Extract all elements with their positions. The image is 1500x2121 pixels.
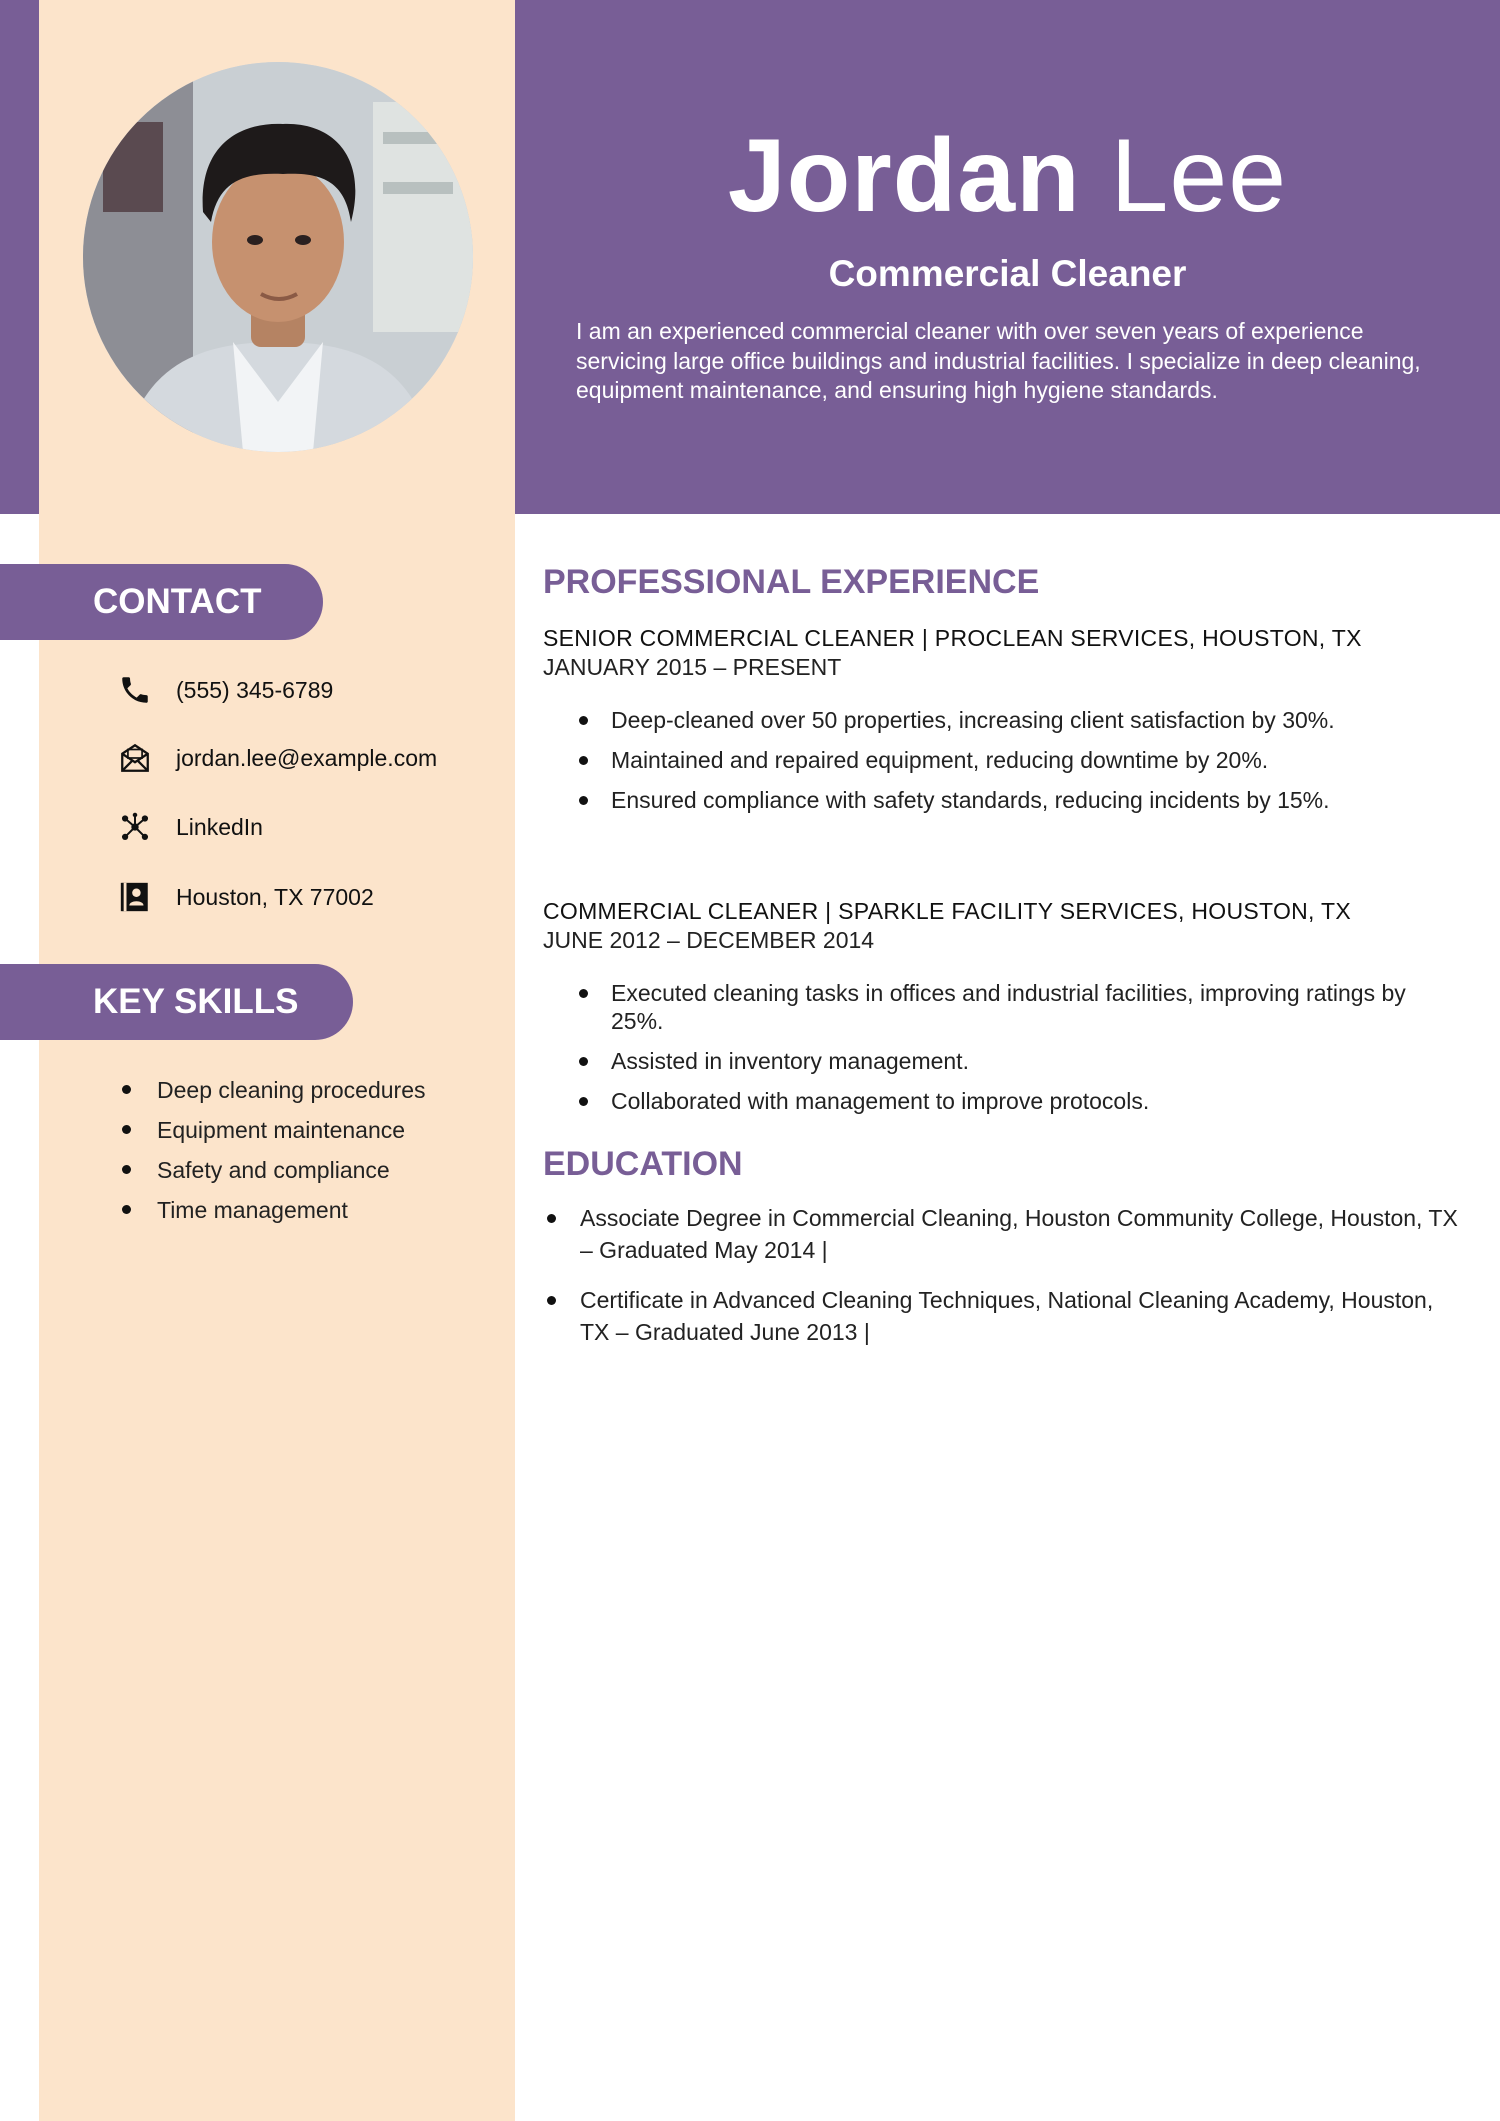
person-portrait-icon <box>83 62 473 452</box>
list-item: Deep cleaning procedures <box>120 1070 426 1110</box>
candidate-name <box>515 116 1500 236</box>
network-icon <box>116 808 154 846</box>
job-title: COMMERCIAL CLEANER | SPARKLE FACILITY SERVICES, HOUSTON, TX <box>543 898 1352 924</box>
contact-linkedin-text: LinkedIn <box>176 813 263 840</box>
list-item: Deep-cleaned over 50 properties, increasing client satisfaction by 30%. <box>578 706 1448 734</box>
list-item: Time management <box>120 1190 426 1230</box>
contact-address-text: Houston, TX 77002 <box>176 883 374 910</box>
list-item: Safety and compliance <box>120 1150 426 1190</box>
first-name: Jordan <box>727 118 1081 234</box>
left-accent-strip <box>0 0 39 514</box>
job-role: Commercial Cleaner <box>828 253 1187 294</box>
list-item: Certificate in Advanced Cleaning Techniques, National Cleaning Academy, Houston, TX – Graduated June 2013 | <box>546 1284 1466 1348</box>
job-dates: JUNE 2012 – DECEMBER 2014 <box>543 927 875 953</box>
address-book-icon <box>116 878 154 916</box>
contact-phone <box>116 670 333 710</box>
envelope-icon <box>116 739 154 777</box>
phone-icon <box>116 671 154 709</box>
list-item: Assisted in inventory management. <box>578 1047 1448 1075</box>
job-bullets <box>578 706 1448 814</box>
profile-photo <box>83 62 473 452</box>
contact-linkedin[interactable] <box>116 807 263 847</box>
contact-heading: CONTACT <box>0 564 323 640</box>
job-title: SENIOR COMMERCIAL CLEANER | PROCLEAN SERVICES, HOUSTON, TX <box>543 625 1362 651</box>
list-item: Associate Degree in Commercial Cleaning, Houston Community College, Houston, TX – Graduated May 2014 | <box>546 1202 1466 1266</box>
list-item: Maintained and repaired equipment, reducing downtime by 20%. <box>578 746 1448 774</box>
contact-email-text: jordan.lee@example.com <box>176 744 438 771</box>
education-list <box>546 1202 1466 1366</box>
last-name: Lee <box>1110 118 1288 234</box>
list-item: Ensured compliance with safety standards, reducing incidents by 15%. <box>578 786 1448 814</box>
profile-summary: I am an experienced commercial cleaner with over seven years of experience servicing large office buildings and industrial facilities. I specialize in deep cleaning, equipment maintenance, and ensuring high hygiene standards. <box>576 318 1421 403</box>
contact-phone-text: (555) 345-6789 <box>176 676 334 703</box>
job-bullets <box>578 979 1448 1115</box>
skills-heading: KEY SKILLS <box>0 964 353 1040</box>
skills-list <box>120 1070 426 1230</box>
contact-address <box>116 877 374 917</box>
list-item: Equipment maintenance <box>120 1110 426 1150</box>
job-dates: JANUARY 2015 – PRESENT <box>543 654 842 680</box>
list-item: Executed cleaning tasks in offices and industrial facilities, improving ratings by 25%. <box>578 979 1448 1035</box>
list-item: Collaborated with management to improve protocols. <box>578 1087 1448 1115</box>
contact-email[interactable] <box>116 738 437 778</box>
education-heading: EDUCATION <box>543 1145 743 1183</box>
experience-heading: PROFESSIONAL EXPERIENCE <box>543 563 1040 601</box>
